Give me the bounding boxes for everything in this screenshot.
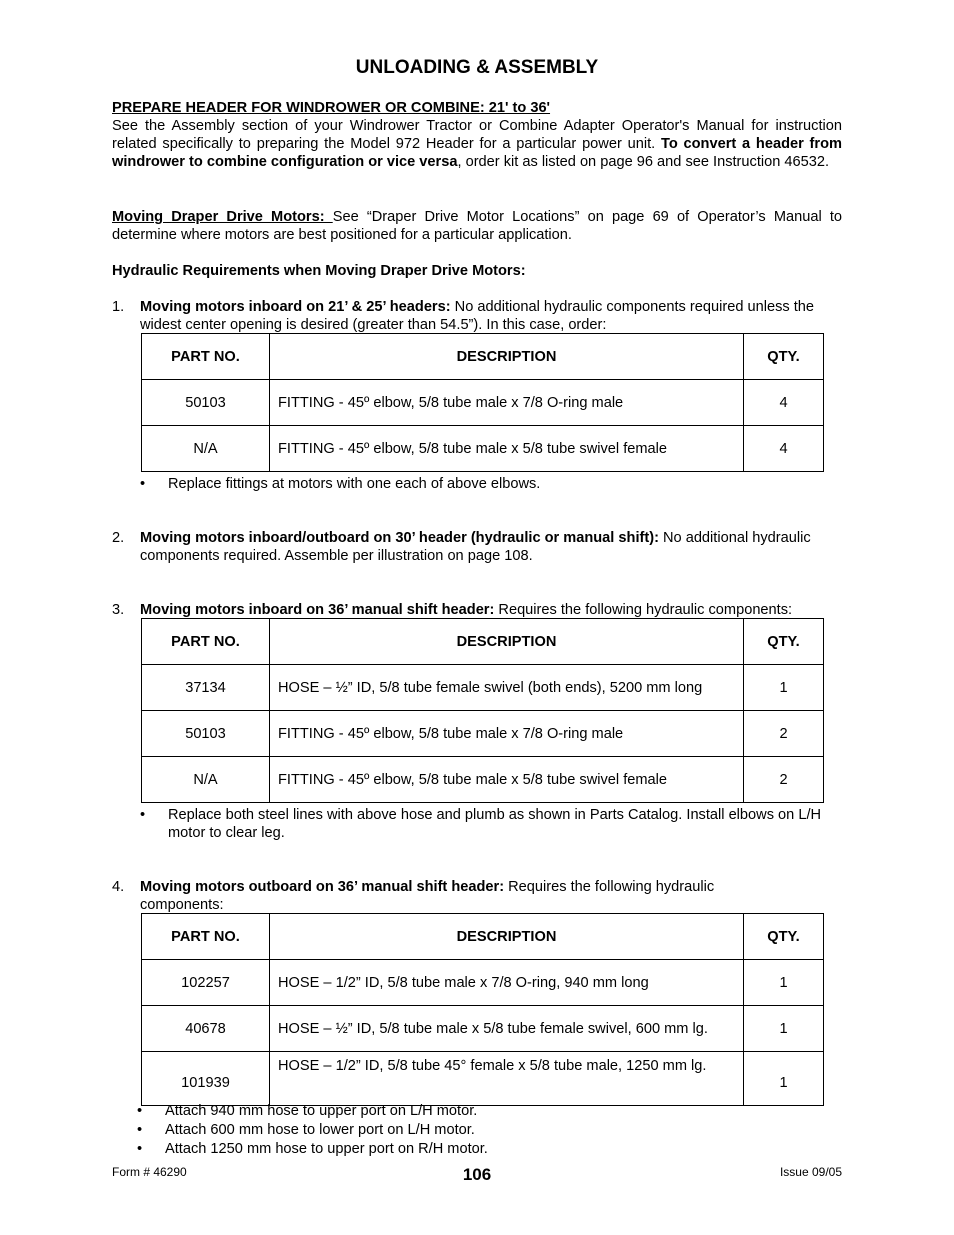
parts-table-3 [141,618,824,803]
cell-description: FITTING - 45º elbow, 5/8 tube male x 5/8 tube swivel female [270,426,744,472]
cell-qty: 1 [744,1052,824,1106]
parts-table-4 [141,913,824,1106]
cell-description: HOSE – ½” ID, 5/8 tube female swivel (both ends), 5200 mm long [270,665,744,711]
table-row [142,757,824,803]
cell-qty: 1 [744,665,824,711]
intro-bold-text: To convert a header from windrower to combine configuration or vice versa [112,136,842,170]
intro-text: See the Assembly section of your Windrower Tractor or Combine Adapter Operator's Manual for instruction related specifically to preparing the Model 972 Header for a particular power unit. [112,118,842,152]
item-4-body: Requires the following hydraulic components: [140,879,715,913]
bullet-icon: • [137,1103,143,1119]
item-2-text [140,529,840,565]
cell-description: FITTING - 45º elbow, 5/8 tube male x 5/8 tube swivel female [270,757,744,803]
bullet-icon: • [140,476,146,492]
item-4-text [140,878,780,914]
header-qty: QTY. [744,914,824,960]
item-3-number: 3. [112,602,125,618]
footer-page-number: 106 [462,1165,492,1184]
cell-description: FITTING - 45º elbow, 5/8 tube male x 7/8 O-ring male [270,711,744,757]
list-item: • Attach 940 mm hose to upper port on L/H motor. [137,1103,478,1119]
table-row [142,1052,824,1106]
list-item: • Replace fittings at motors with one each of above elbows. [140,476,541,492]
cell-qty: 1 [744,960,824,1006]
cell-qty: 2 [744,757,824,803]
footer-issue: Issue 09/05 [779,1165,842,1179]
table-row [142,665,824,711]
item-3-text [140,601,840,619]
cell-qty: 1 [744,1006,824,1052]
header-qty: QTY. [744,619,824,665]
cell-part-no: 101939 [142,1052,270,1106]
parts-table-1 [141,333,824,472]
header-description: DESCRIPTION [270,914,744,960]
item-1-text [140,298,840,334]
hydraulic-heading: Hydraulic Requirements when Moving Draper Drive Motors: [112,263,526,279]
cell-description: HOSE – 1/2” ID, 5/8 tube 45° female x 5/8 tube male, 1250 mm lg. [270,1052,744,1106]
item-3-body: Requires the following hydraulic components: [494,602,793,618]
item-3-bold: Moving motors inboard on 36’ manual shift header: [140,602,495,618]
section-heading: PREPARE HEADER FOR WINDROWER OR COMBINE: 21' to 36' [112,100,551,116]
bullet-icon: • [137,1141,143,1157]
intro-paragraph [112,117,842,171]
item-2-bold: Moving motors inboard/outboard on 30’ header (hydraulic or manual shift): [140,530,659,546]
item-1-body: No additional hydraulic components required unless the widest center opening is desired (greater than 54.5”). In this case, order: [140,299,815,333]
table-row [142,1006,824,1052]
list-item: • Attach 1250 mm hose to upper port on R/H motor. [137,1141,488,1157]
cell-qty: 2 [744,711,824,757]
footer-form-number: Form # 46290 [112,1165,187,1179]
table-row [142,711,824,757]
intro-end-text: , order kit as listed on page 96 and see Instruction 46532. [457,154,830,170]
header-part-no: PART NO. [142,619,270,665]
bullet-icon: • [140,807,146,823]
cell-part-no: N/A [142,757,270,803]
table-row [142,380,824,426]
table-row [142,960,824,1006]
table-header-row [142,619,824,665]
cell-qty: 4 [744,380,824,426]
item-1-bold: Moving motors inboard on 21’ & 25’ headers: [140,299,451,315]
cell-description: FITTING - 45º elbow, 5/8 tube male x 7/8 O-ring male [270,380,744,426]
item-4-number: 4. [112,879,125,895]
table-header-row [142,334,824,380]
moving-motors-text: See “Draper Drive Motor Locations” on page 69 of Operator’s Manual to determine where motors are best positioned for a particular application. [112,209,842,243]
header-description: DESCRIPTION [270,619,744,665]
cell-description: HOSE – 1/2” ID, 5/8 tube male x 7/8 O-ring, 940 mm long [270,960,744,1006]
moving-motors-paragraph [112,208,842,244]
cell-part-no: 50103 [142,711,270,757]
cell-part-no: 40678 [142,1006,270,1052]
cell-part-no: 37134 [142,665,270,711]
cell-part-no: 102257 [142,960,270,1006]
bullet-icon: • [137,1122,143,1138]
header-qty: QTY. [744,334,824,380]
header-part-no: PART NO. [142,914,270,960]
item-2-body: No additional hydraulic components required. Assemble per illustration on page 108. [140,530,811,564]
cell-description: HOSE – ½” ID, 5/8 tube male x 5/8 tube female swivel, 600 mm lg. [270,1006,744,1052]
cell-qty: 4 [744,426,824,472]
cell-part-no: 50103 [142,380,270,426]
item-4-bold: Moving motors outboard on 36’ manual shift header: [140,879,505,895]
table-row [142,426,824,472]
item-2-number: 2. [112,530,125,546]
page-title: UNLOADING & ASSEMBLY [355,57,599,78]
header-description: DESCRIPTION [270,334,744,380]
header-part-no: PART NO. [142,334,270,380]
cell-part-no: N/A [142,426,270,472]
table-header-row [142,914,824,960]
item-1-number: 1. [112,299,125,315]
list-item: • Replace both steel lines with above hose and plumb as shown in Parts Catalog. Install elbows on L/H motor to clear leg. [140,807,822,841]
moving-motors-label: Moving Draper Drive Motors: [112,209,333,225]
list-item: • Attach 600 mm hose to lower port on L/H motor. [137,1122,475,1138]
